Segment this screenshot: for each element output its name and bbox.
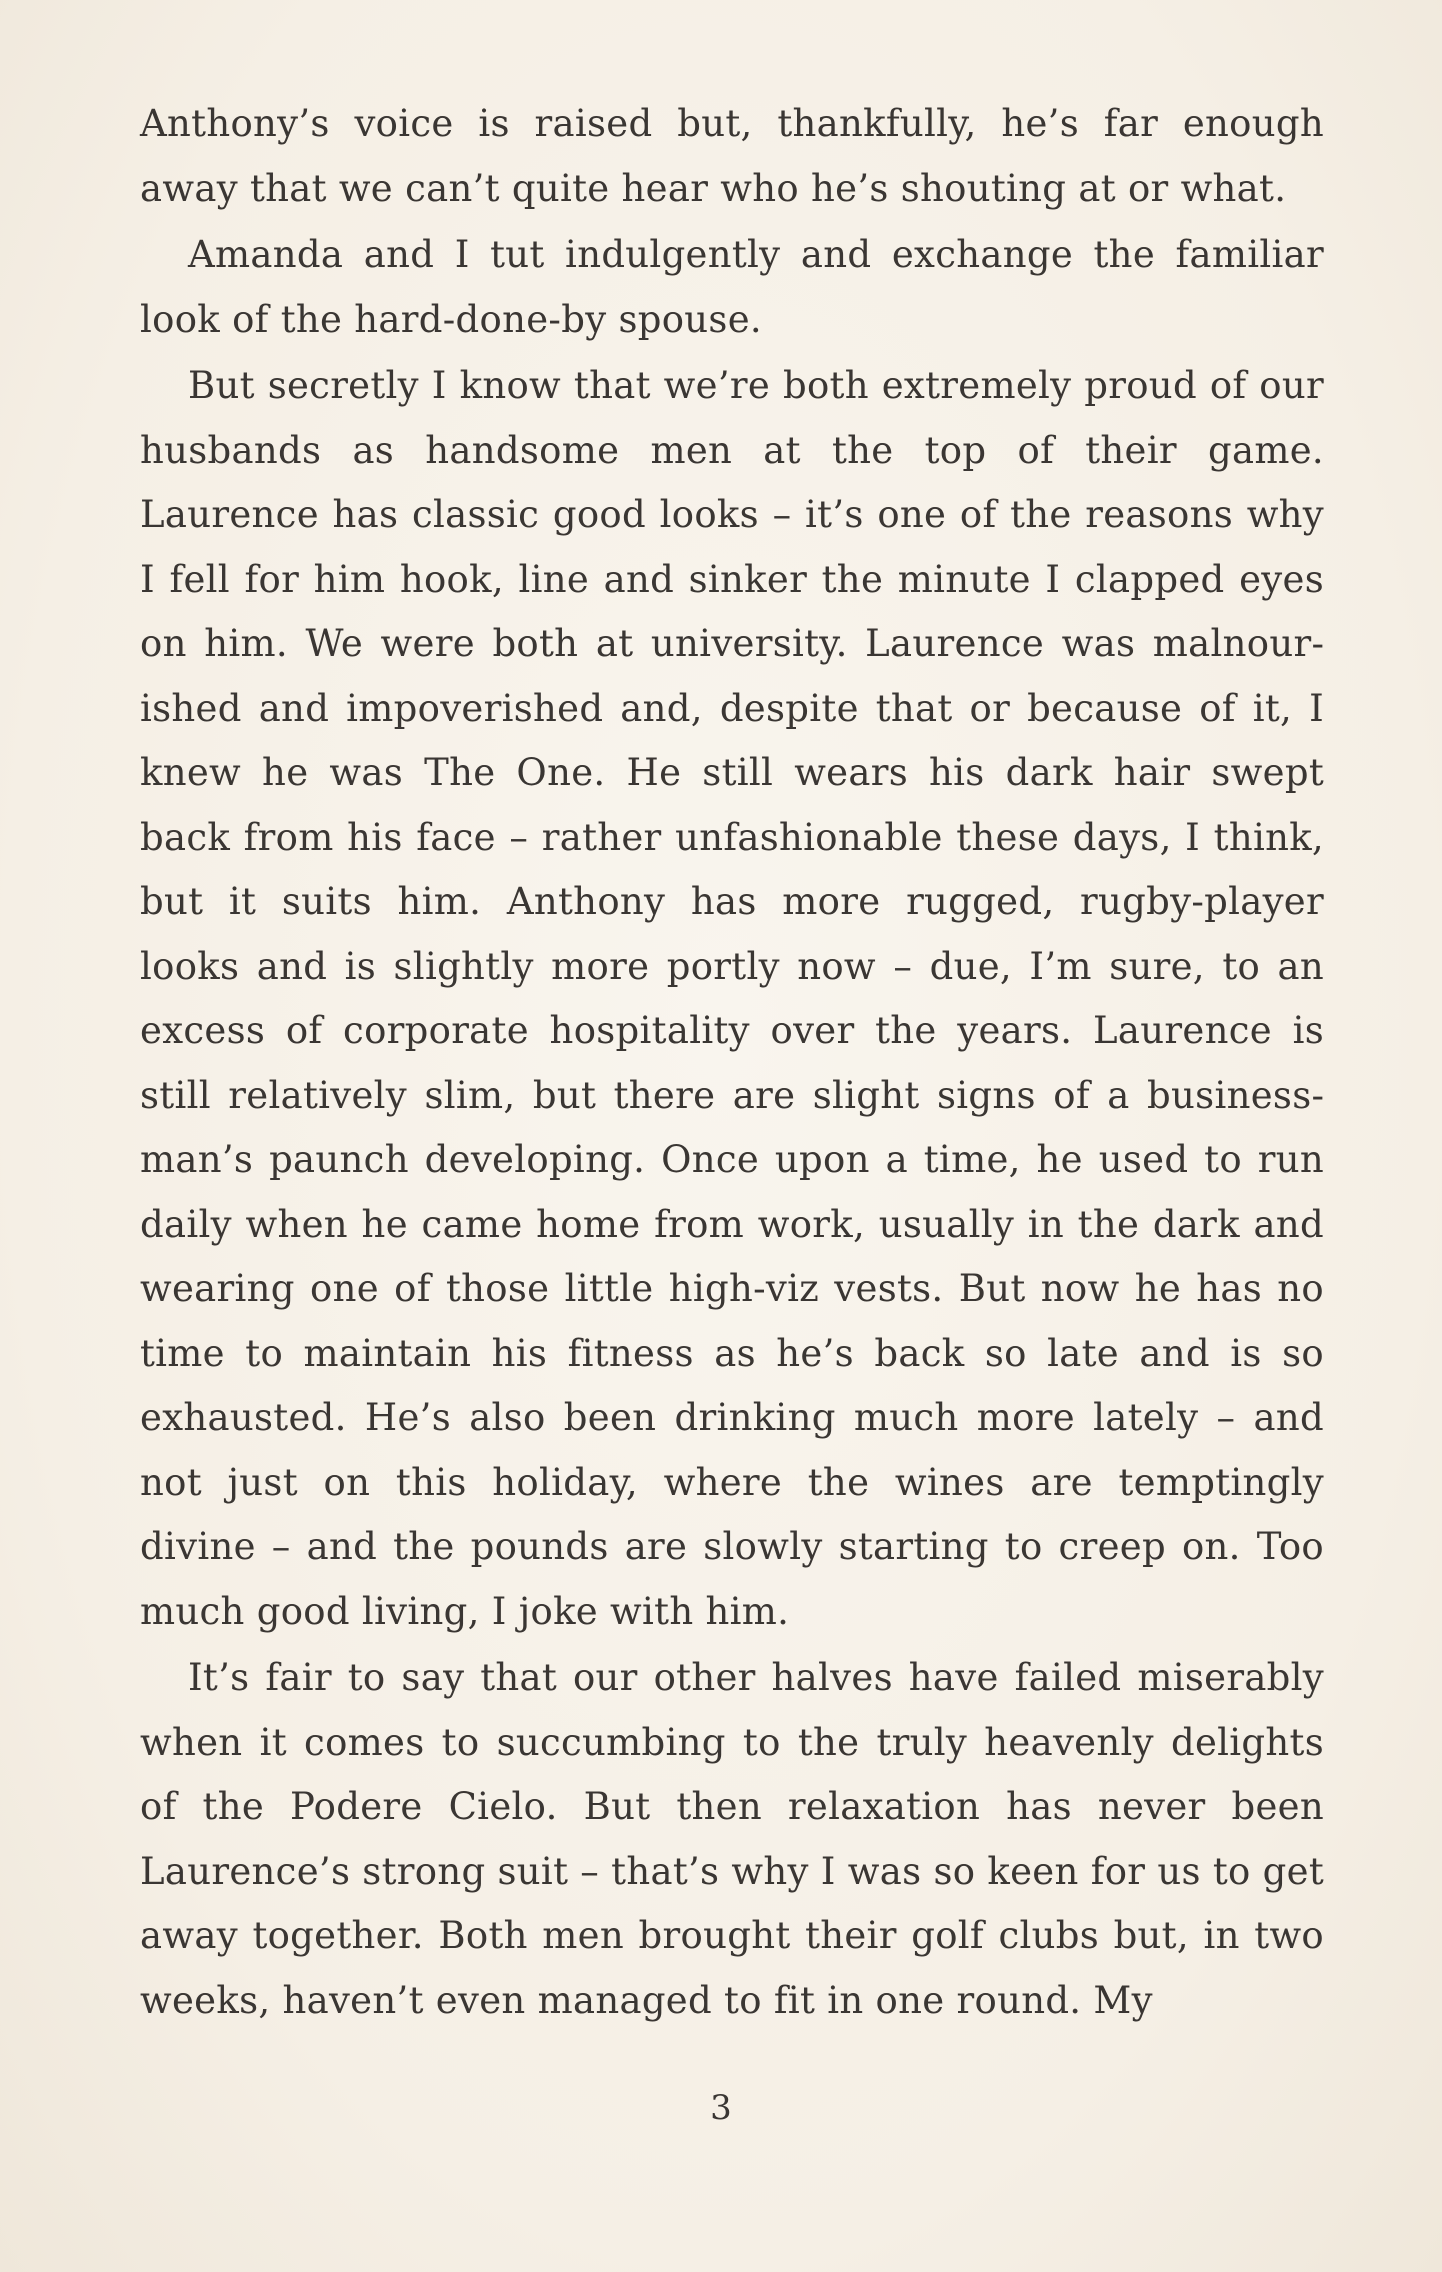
page-number: 3 [710, 2088, 732, 2128]
paragraph: Anthony’s voice is raised but, thankfully, he’s far enough away that we can’t quite hear who he’s shouting at or what. [140, 102, 1324, 210]
paragraph: Amanda and I tut indulgently and exchange the familiar look of the hard-done-by spouse. [140, 233, 1324, 341]
paragraph: But secretly I know that we’re both extremely proud of our husbands as handsome men at the top of their game. Laurence has classic good looks – it’s one of the reasons why I fell for him hook, line and sinker the minute I clapped eyes on him. We were both at university. Laurence was malnourished and impoverished and, despite that or because of it, I knew he was The One. He still wears his dark hair swept back from his face – rather unfashionable these days, I think, but it suits him. Anthony has more rugged, rugby-player looks and is slightly more portly now – due, I’m sure, to an excess of corporate hospitality over the years. Laurence is still relatively slim, but there are slight signs of a businessman’s paunch developing. Once upon a time, he used to run daily when he came home from work, usually in the dark and wearing one of those little high-viz vests. But now he has no time to maintain his fitness as he’s back so late and is so exhausted. He’s also been drinking much more lately – and not just on this holiday, where the wines are temptingly divine – and the pounds are slowly starting to creep on. Too much good living, I joke with him. [140, 364, 1324, 1633]
paragraph: It’s fair to say that our other halves have failed miserably when it comes to succumbing to the truly heavenly delights of the Podere Cielo. But then relaxation has never been Laurence’s strong suit – that’s why I was so keen for us to get away together. Both men brought their golf clubs but, in two weeks, haven’t even managed to fit in one round. My [140, 1656, 1324, 2022]
body-text [140, 92, 1324, 2033]
